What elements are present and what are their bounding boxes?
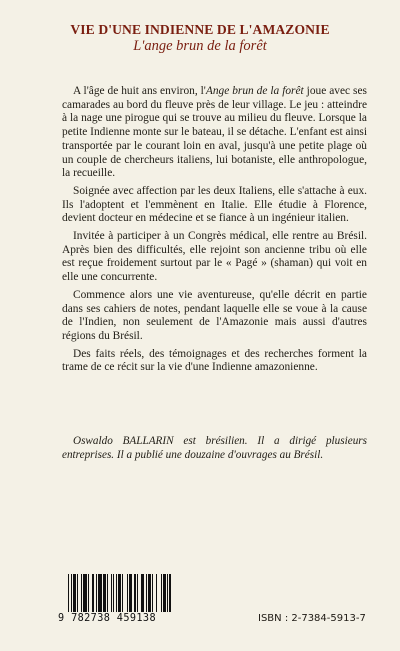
- author-bio: [62, 435, 367, 462]
- summary-paragraph-1: [62, 85, 367, 181]
- summary-paragraph-3: Invitée à participer à un Congrès médical, elle rentre au Brésil. Après bien des difficultés, elle rejoint son ancienne tribu où elle est reçue froidement surtout par le « Pagé » (shaman) qui voit en elle une concurrente.: [62, 230, 367, 284]
- summary-paragraph-2: Soignée avec affection par les deux Italiens, elle s'attache à eux. Ils l'adoptent et l'emmènent en Italie. Elle étudie à Florence, devient docteur en médecine et se fiance à un ingénieur italien.: [62, 184, 367, 225]
- summary-text: [62, 85, 367, 379]
- isbn-label: ISBN : 2-7384-5913-7: [258, 613, 366, 624]
- book-subtitle: L'ange brun de la forêt: [133, 38, 267, 54]
- barcode: [58, 574, 186, 630]
- summary-paragraph-4: Commence alors une vie aventureuse, qu'elle décrit en partie dans ses cahiers de notes, pendant laquelle elle se voue à la cause de l'Indien, non seulement de l'Amazonie mais aussi d'autres régions du Brésil.: [62, 288, 367, 342]
- book-title: VIE D'UNE INDIENNE DE L'AMAZONIE: [70, 22, 330, 37]
- summary-paragraph-5: Des faits réels, des témoignages et des recherches forment la trame de ce récit sur la vie d'une Indienne amazonienne.: [62, 347, 367, 374]
- barcode-stripe: [171, 574, 172, 612]
- summary-paragraph-1-rest: joue avec ses camarades au bord du fleuve près de leur village. Le jeu : atteindre à la nage une pirogue qui se trouve au milieu du fleuve. Lorsque la petite Indienne monte sur le bateau, il se détache. L'enfant est ainsi transportée par le courant loin en aval, jusqu'à une petite plage où un couple de chercheurs italiens, lui botaniste, elle anthropologue, la recueille.: [62, 85, 367, 180]
- summary-paragraph-1-italic: Ange brun de la forêt: [205, 85, 304, 97]
- author-bio-text: Oswaldo BALLARIN est brésilien. Il a dirigé plusieurs entreprises. Il a publié une douzaine d'ouvrages au Brésil.: [62, 435, 367, 461]
- barcode-bars: [68, 574, 180, 612]
- summary-paragraph-1-start: A l'âge de huit ans environ, l': [73, 85, 206, 97]
- barcode-digits: 9 782738 459138: [58, 613, 157, 624]
